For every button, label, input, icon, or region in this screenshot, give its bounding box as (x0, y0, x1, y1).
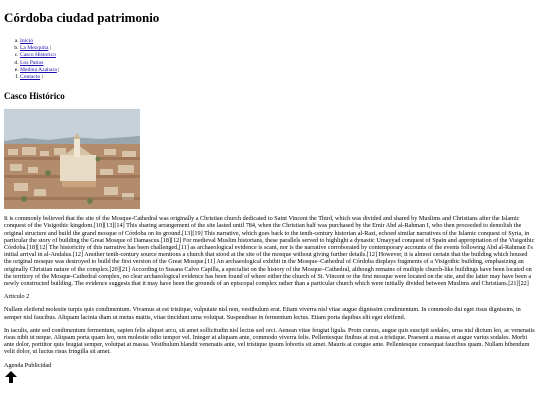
city-panorama-graphic (4, 109, 140, 209)
nav-item-contacto (20, 74, 536, 81)
nav-item-mezquita (20, 45, 536, 52)
city-panorama-image (4, 109, 140, 209)
nav-link-casco-historico[interactable]: Casco Historico (20, 52, 56, 59)
nav-link-patios[interactable]: Los Patios (20, 59, 44, 66)
page-content (4, 10, 536, 386)
arrow-up-icon[interactable] (4, 370, 18, 384)
nav-link-mezquita[interactable]: La Mezquita (20, 45, 49, 52)
nav-link-medina-azahara[interactable]: Medina Azahara (20, 66, 57, 73)
nav-item-medina (20, 67, 536, 74)
article-paragraph-3: In iaculis, ante sed condimentum fermentum, sapien felis aliquet arcu, sit amet sollicitudin nisl lectus sed orci. Aenean vitae feugiat ligula. Proin cursus, augue quis suscipit sodales, urna nisl dictum leo, ac venenatis risus nibh ut neque. Aliquam porta quam leo, non molestie odio tempor vel. Integer at aliquam ante, commodo viverra felis. Pellentesque finibus at erat a tristique. Praesent a massa et augue varius sodales. Morbi ante dolor, porttitor quis feugiat semper, volutpat at massa. Vestibulum blandit venenatis ante, vel tristique ipsum lobortis sit amet. Mauris at congue ante. Pellentesque consequat faucibus quam. Nullam bibendum velit dolor, ut luctus risus fringilla sit amet. (4, 326, 535, 356)
nav-item-patios (20, 60, 536, 67)
nav-separator: | (49, 45, 51, 52)
nav-separator: | (41, 74, 43, 81)
article-subheading: Articulo 2 (4, 293, 30, 301)
article-paragraph-2: Nullam eleifend molestie turpis quis condimentum. Vivamus at est tristique, vulputate nisl non, vestibulum erat. Etiam viverra nisl vitae augue dignissim condimentum. In commodo dui eget risus dignissim, in semper nisl faucibus. Aliquam lacinia diam ut metus mattis, vitae tincidunt urna volutpat. Suspendisse in fermentum lectus. Etiam porta dapibus elit eget eleifend. (4, 306, 521, 321)
section-heading: Casco Histórico (4, 91, 65, 102)
nav-link-contacto[interactable]: Contacto (20, 74, 41, 81)
nav-item-inicio (20, 38, 536, 45)
article-paragraph-1: It is commonly believed that the site of the Mosque-Cathedral was originally a Christian church dedicated to Saint Vincent the Third, which was divided and shared by Muslims and Christians after the Islamic conquest of the Visigothic kingdom.[10][13][14] This sharing arrangement of the site lasted until 784, when the Christian half was purchased by the Emir Abd al-Rahman I, who then proceeded to demolish the original structure and build the grand mosque of Córdoba on its ground.[13][19] This narrative, which goes back to the tenth-century historian al-Razi, echoed similar narratives of the Islamic conquest of Syria, in particular the story of building the Great Mosque of Damascus.[18][12] For medieval Muslim historians, these parallels served to highlight a dynastic Umayyad conquest of Spain and appropriation of the Visigothic Córdoba.[18][12] The historicity of this narrative has been challenged,[11] as archaeological evidence is scant, nor is the narrative corroborated by contemporary accounts of the events following Abd al-Rahman I's initial arrival in al-Andalus.[12] Another tenth-century source mentions a church that stood at the site of the mosque without giving further details.[12] However, it is almost certain that the building which housed the original mosque was destroyed to build the first version of the Great Mosque.[11] An archaeological exhibit in the Mosque–Cathedral of Córdoba displays fragments of a Visigothic building, emphasizing an originally Christian nature of the complex.[20][21] According to Susana Calvo Capilla, a specialist on the history of the Mosque–Cathedral, although remains of multiple church-like buildings have been located on the territory of the Mosque-Cathedral complex, no clear archaeological evidence has been found of where either the church of St. Vincent or the first mosque were located on the site, and the latter may have been a newly constructed building. The evidence suggests that it may have been the grounds of an episcopal complex rather than a particular church which were initially divided between Muslims and Christians.[21][22] (4, 215, 535, 288)
main-nav (4, 38, 536, 81)
page-title: Córdoba ciudad patrimonio (4, 10, 160, 25)
nav-separator: | (58, 66, 60, 73)
nav-item-casco (20, 52, 536, 59)
ads-label: Agenda Publicidad (4, 361, 52, 369)
nav-link-inicio[interactable]: Inicio (20, 38, 34, 44)
